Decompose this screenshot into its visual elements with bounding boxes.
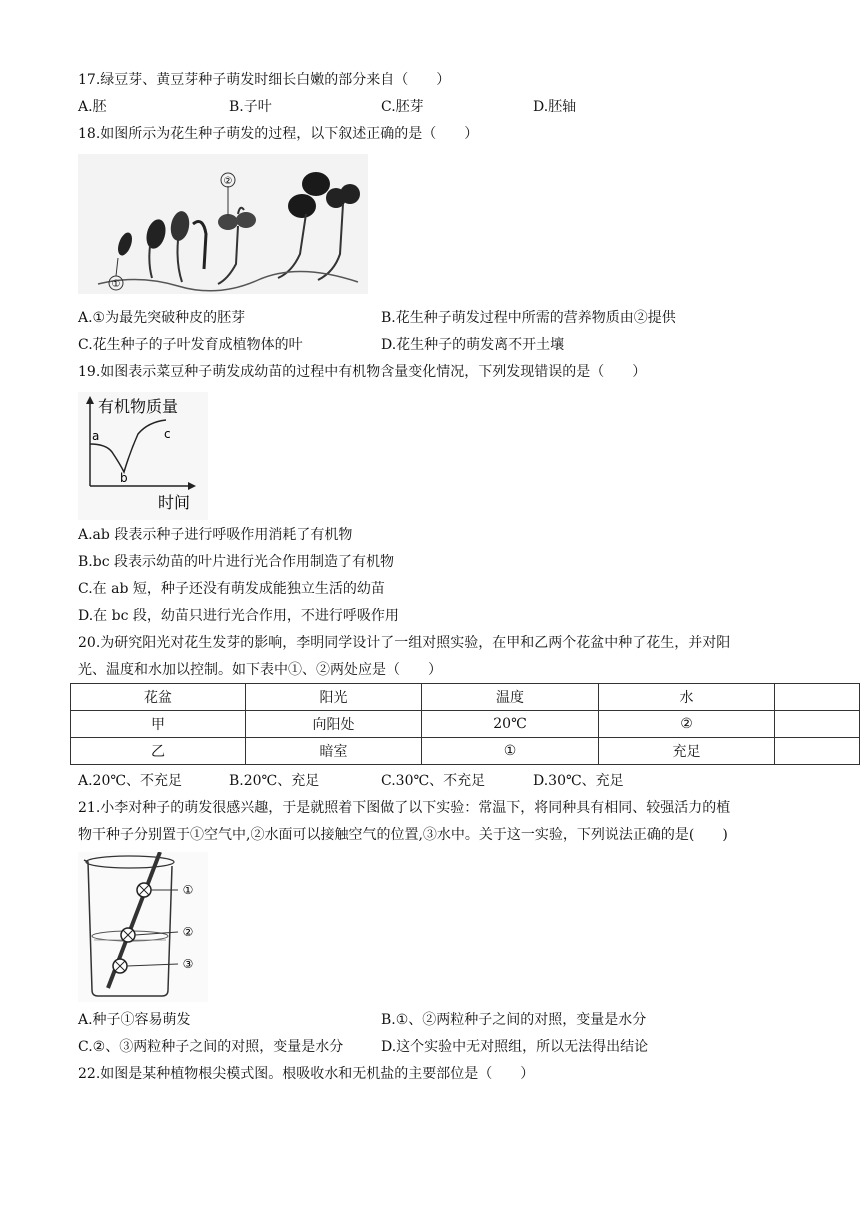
q17-option-b: B.子叶 bbox=[229, 99, 272, 115]
table-cell: 甲 bbox=[71, 711, 246, 738]
q20-option-b: B.20℃、充足 bbox=[229, 773, 320, 789]
q19-option-a: A.ab 段表示种子进行呼吸作用消耗了有机物 bbox=[78, 527, 353, 543]
q22-stem: 22.如图是某种植物根尖模式图。根吸收水和无机盐的主要部位是（ ） bbox=[78, 1066, 535, 1082]
q19-option-b: B.bc 段表示幼苗的叶片进行光合作用制造了有机物 bbox=[78, 554, 394, 570]
graph-xlabel: 时间 bbox=[158, 493, 191, 512]
table-header-cell: 花盆 bbox=[71, 684, 246, 711]
q17-option-a: A.胚 bbox=[78, 99, 107, 115]
table-header-cell: 阳光 bbox=[246, 684, 422, 711]
q20-option-a: A.20℃、不充足 bbox=[78, 773, 183, 789]
q18-option-b: B.花生种子萌发过程中所需的营养物质由②提供 bbox=[381, 310, 676, 326]
q21-option-a: A.种子①容易萌发 bbox=[78, 1012, 191, 1028]
peanut-germination-figure bbox=[78, 154, 368, 294]
organic-matter-graph bbox=[78, 392, 208, 520]
q21-stem-line1: 21.小李对种子的萌发很感兴趣，于是就照着下图做了以下实验：常温下，将同种具有相同、较强活力的植 bbox=[78, 800, 731, 816]
beaker-label-1: ① bbox=[182, 883, 194, 897]
table-header-cell bbox=[775, 684, 860, 711]
q18-label-1: ① bbox=[111, 279, 121, 290]
table-cell: 20℃ bbox=[422, 711, 599, 738]
q21-option-b: B.①、②两粒种子之间的对照，变量是水分 bbox=[381, 1012, 647, 1028]
q19-option-d: D.在 bc 段，幼苗只进行光合作用，不进行呼吸作用 bbox=[78, 608, 399, 624]
table-cell: 向阳处 bbox=[246, 711, 422, 738]
q21-option-c: C.②、③两粒种子之间的对照，变量是水分 bbox=[78, 1039, 344, 1055]
q18-option-d: D.花生种子的萌发离不开土壤 bbox=[381, 337, 565, 353]
q20-stem-line1: 20.为研究阳光对花生发芽的影响，李明同学设计了一组对照实验，在甲和乙两个花盆中种了花生，并对阳 bbox=[78, 635, 731, 651]
table-cell: 乙 bbox=[71, 738, 246, 765]
table-cell bbox=[775, 738, 860, 765]
q17-option-d: D.胚轴 bbox=[533, 99, 577, 115]
graph-ylabel: 有机物质量 bbox=[98, 397, 179, 416]
q18-option-c: C.花生种子的子叶发育成植物体的叶 bbox=[78, 337, 303, 353]
table-row bbox=[71, 738, 860, 765]
q19-stem: 19.如图表示菜豆种子萌发成幼苗的过程中有机物含量变化情况，下列发现错误的是（ ） bbox=[78, 364, 647, 380]
q20-option-c: C.30℃、不充足 bbox=[381, 773, 486, 789]
table-cell: ① bbox=[422, 738, 599, 765]
table-header-row bbox=[71, 684, 860, 711]
q18-label-2: ② bbox=[223, 176, 233, 187]
table-row bbox=[71, 711, 860, 738]
graph-point-b: b bbox=[120, 471, 128, 485]
table-cell: 暗室 bbox=[246, 738, 422, 765]
table-cell: 充足 bbox=[599, 738, 775, 765]
q17-option-c: C.胚芽 bbox=[381, 99, 424, 115]
q19-option-c: C.在 ab 短，种子还没有萌发成能独立生活的幼苗 bbox=[78, 581, 385, 597]
q21-option-d: D.这个实验中无对照组，所以无法得出结论 bbox=[381, 1039, 649, 1055]
table-header-cell: 水 bbox=[599, 684, 775, 711]
table-header-cell: 温度 bbox=[422, 684, 599, 711]
q21-stem-line2: 物干种子分别置于①空气中,②水面可以接触空气的位置,③水中。关于这一实验，下列说法正确的是( ) bbox=[78, 827, 728, 843]
beaker-label-3: ③ bbox=[182, 957, 194, 971]
table-cell bbox=[775, 711, 860, 738]
q18-stem: 18.如图所示为花生种子萌发的过程，以下叙述正确的是（ ） bbox=[78, 126, 479, 142]
graph-point-c: c bbox=[164, 427, 171, 441]
q20-stem-line2: 光、温度和水加以控制。如下表中①、②两处应是（ ） bbox=[78, 662, 442, 678]
graph-point-a: a bbox=[92, 429, 100, 443]
beaker-label-2: ② bbox=[182, 925, 194, 939]
experiment-table bbox=[70, 683, 860, 765]
q20-option-d: D.30℃、充足 bbox=[533, 773, 624, 789]
table-cell: ② bbox=[599, 711, 775, 738]
q18-option-a: A.①为最先突破种皮的胚芽 bbox=[78, 310, 246, 326]
beaker-seed-figure bbox=[78, 852, 208, 1002]
q17-stem: 17.绿豆芽、黄豆芽种子萌发时细长白嫩的部分来自（ ） bbox=[78, 72, 451, 88]
